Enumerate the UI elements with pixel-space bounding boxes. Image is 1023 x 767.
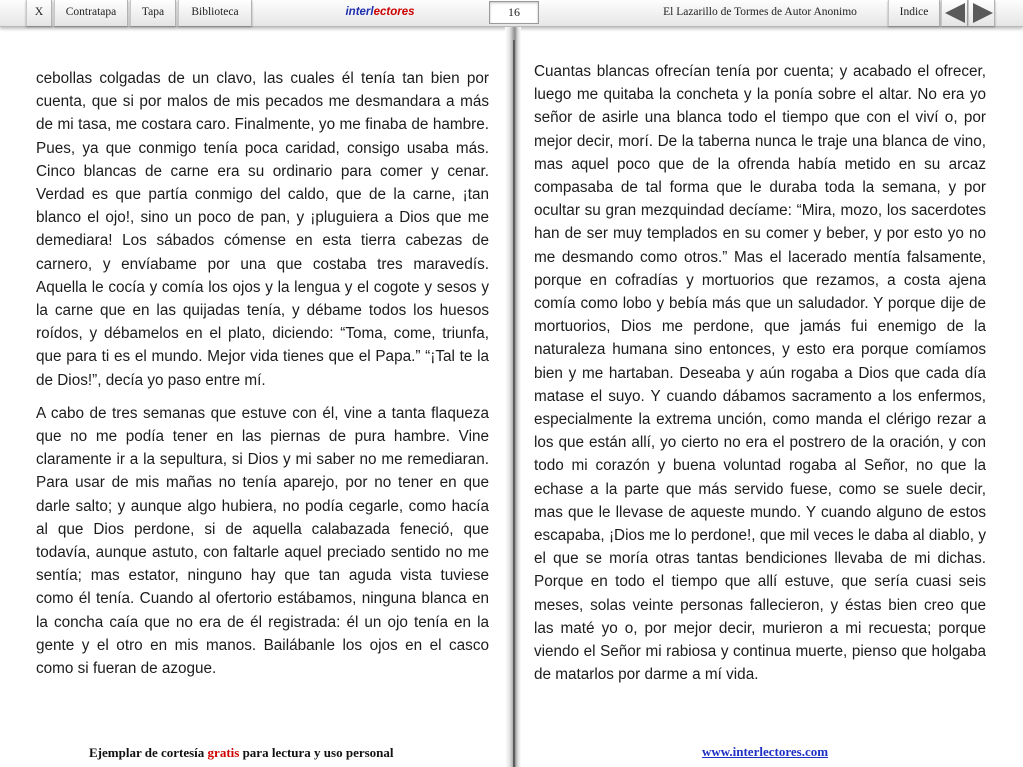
previous-page-button[interactable]	[941, 0, 968, 26]
page-number-field[interactable]: 16	[489, 1, 539, 24]
contratapa-button[interactable]: Contratapa	[54, 0, 128, 26]
top-toolbar	[0, 0, 1023, 27]
left-paragraph-2: A cabo de tres semanas que estuve con él, vine a tanta flaqueza que no me podía tener en las piernas de pura hambre. Vine claramente ir a la sepultura, si Dios y mi saber no me remediaran. Para usar de mis mañas no tenía aparejo, por no tener en que darle salto; y aunque algo hubiera, no podía cegarle, como hacía al que Dios perdone, si de aquella calabazada feneció, que todavía, aunque astuto, con faltarle aquel preciado sentido no me sentía; mas estator, ninguno hay que tan aguda vista tuviese como él tenía. Cuando al ofertorio estábamos, ninguna blanca en la concha caía que no era de él registrada: él un ojo tenía en la gente y el otro en mis manos. Bailábanle los ojos en el casco como si fueran de azogue.	[36, 404, 489, 678]
tapa-button[interactable]: Tapa	[130, 0, 176, 26]
next-page-button[interactable]	[968, 0, 995, 26]
triangle-left-icon	[945, 3, 965, 23]
footer-courtesy-note	[89, 745, 429, 761]
triangle-right-icon	[973, 3, 993, 23]
brand-logo	[330, 0, 430, 24]
brand-logo-part1: interl	[345, 6, 374, 18]
footer-website-link[interactable]: www.interlectores.com	[701, 744, 829, 759]
right-page-text	[534, 60, 986, 696]
indice-button[interactable]: Indice	[888, 0, 940, 26]
left-page-text	[36, 67, 489, 690]
book-spine-divider	[513, 40, 515, 767]
left-paragraph-1: cebollas colgadas de un clavo, las cuales él tenía tan bien por cuenta, que si por malos de mis pecados me desmandara a más de mi tasa, me costara caro. Finalmente, yo me finaba de hambre. Pues, ya que conmigo tenía poca caridad, consigo usaba más. Cinco blancas de carne era su ordinario para comer y cenar. Verdad es que partía conmigo del caldo, que de la carne, ¡tan blanco el ojo!, sino un poco de pan, y ¡pluguiera a Dios que me demediara! Los sábados cómense en esta tierra cabezas de carnero, y envíabame por una que costaba tres maravedís. Aquella le cocía y comía los ojos y la lengua y el cogote y sesos y la carne que en las quijadas tenía, y débame todos los huesos roídos, y débamelos en el plato, diciendo: “Toma, come, triunfa, que para ti es el mundo. Mejor vida tienes que el Papa.” “¡Tal te la de Dios!”, decía yo paso entre mí.	[36, 70, 489, 389]
footer-courtesy-suffix: para lectura y uso personal	[239, 745, 394, 760]
footer-courtesy-highlight: gratis	[207, 745, 240, 760]
brand-logo-part2: ectores	[373, 6, 415, 18]
close-button[interactable]: X	[26, 0, 52, 26]
footer-courtesy-prefix: Ejemplar de cortesía	[89, 745, 208, 760]
right-paragraph-1: Cuantas blancas ofrecían tenía por cuenta; y acabado el ofrecer, luego me quitaba la concheta y la ponía sobre el altar. No era yo señor de asirle una blanca todo el tiempo que con el viví o, por mejor decir, morí. De la taberna nunca le traje una blanca de vino, mas aquel poco que de la ofrenda había metido en su arcaz compasaba de tal forma que le duraba toda la semana, y por ocultar su gran mezquindad decíame: “Mira, mozo, los sacerdotes han de ser muy templados en su comer y beber, y por esto yo no me desmando como otros.” Mas el lacerado mentía falsamente, porque en cofradías y mortuorios que rezamos, a costa ajena comía como lobo y bebía más que un saludador. Y porque dije de mortuorios, Dios me perdone, que jamás fui enemigo de la naturaleza humana sino entonces, y esto era porque comíamos bien y me hartaban. Deseaba y aún rogaba a Dios que cada día matase el suyo. Y cuando dábamos sacramento a los enfermos, especialmente la extrema unción, como manda el clérigo rezar a los que están allí, yo cierto no era el postrero de la oración, y con todo mi corazón y buena voluntad rogaba al Señor, no que la echase a la parte que más servido fuese, como se suele decir, mas que le llevase de aqueste mundo. Y cuando alguno de estos escapaba, ¡Dios me lo perdone!, que mil veces le daba al diablo, y el que se moría otras tantas bendiciones llevaba de mi dichas. Porque en todo el tiempo que allí estuve, que sería cuasi seis meses, solas veinte personas fallecieron, y éstas bien creo que las maté yo o, por mejor decir, murieron a mi recuesta; porque viendo el Señor mi rabiosa y continua muerte, pienso que holgaba de matarlos por darme a mí vida.	[534, 63, 986, 684]
book-title: El Lazarillo de Tormes de Autor Anonimo	[663, 6, 857, 18]
biblioteca-button[interactable]: Biblioteca	[178, 0, 252, 26]
